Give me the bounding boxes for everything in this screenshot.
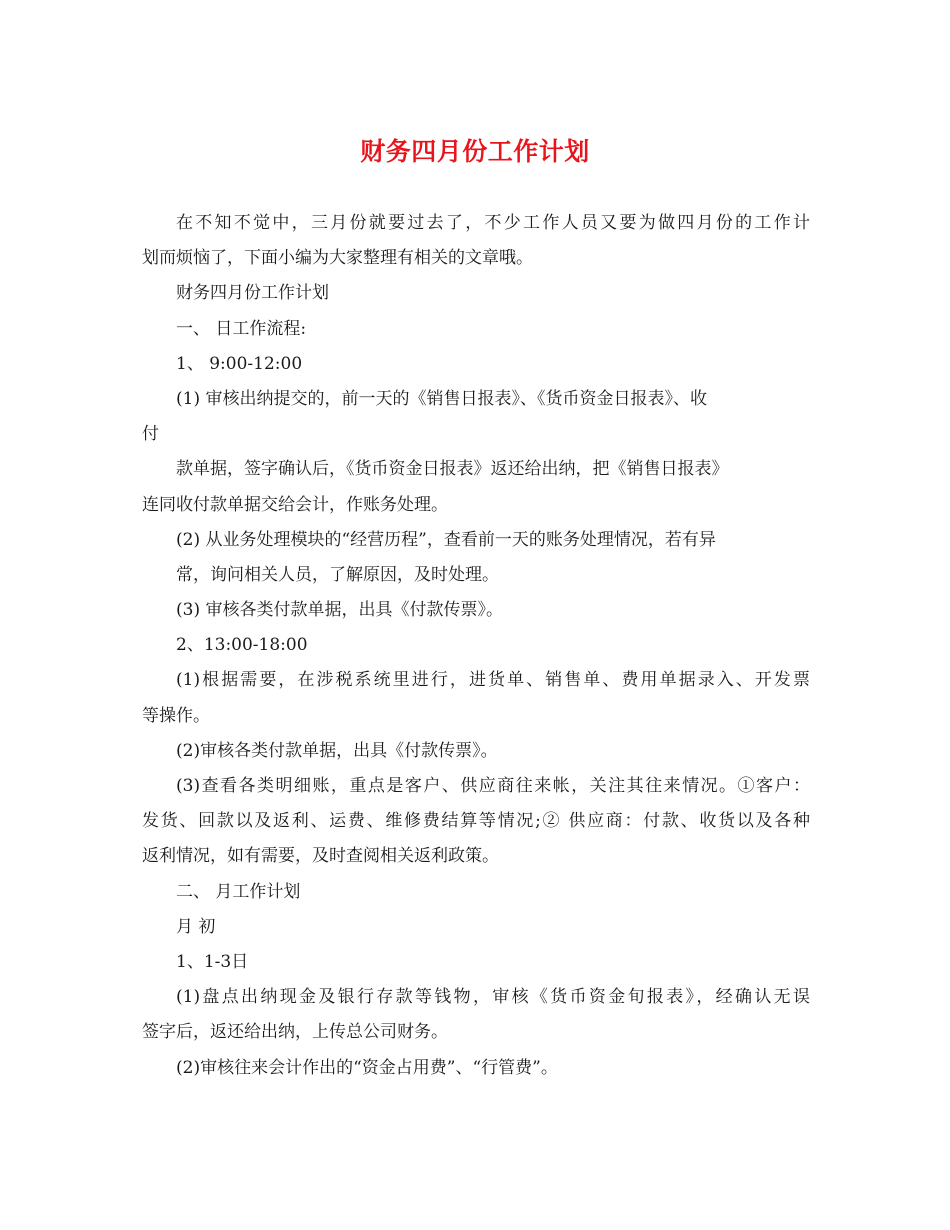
body-line: 连同收付款单据交给会计，作账务处理。 xyxy=(142,494,448,515)
body-line: 1、1-3日 xyxy=(176,951,249,972)
body-line: 发货、回款以及返利、运费、维修费结算等情况;② 供应商：付款、收货以及各种 xyxy=(142,811,810,832)
document-title: 财务四月份工作计划 xyxy=(360,137,590,166)
body-line: (2) 从业务处理模块的“经营历程”，查看前一天的账务处理情况，若有异 xyxy=(176,529,716,550)
body-line: 月 初 xyxy=(176,916,216,937)
body-line: 二、 月工作计划 xyxy=(176,881,301,902)
body-line: (1) 审核出纳提交的，前一天的《销售日报表》、《货币资金日报表》、收 xyxy=(176,388,707,409)
body-line: (3)查看各类明细账，重点是客户、供应商往来帐，关注其往来情况。①客户： xyxy=(176,776,810,796)
body-line: 划而烦恼了，下面小编为大家整理有相关的文章哦。 xyxy=(142,248,533,269)
body-line: (2)审核各类付款单据，出具《付款传票》。 xyxy=(176,740,498,761)
body-line: 签字后，返还给出纳，上传总公司财务。 xyxy=(142,1022,448,1043)
body-line: 1、 9:00-12:00 xyxy=(176,353,303,374)
body-line: (1)盘点出纳现金及银行存款等钱物，审核《货币资金旬报表》，经确认无误 xyxy=(176,987,810,1008)
body-line: 在不知不觉中，三月份就要过去了，不少工作人员又要为做四月份的工作计 xyxy=(176,213,810,233)
document-body xyxy=(142,206,810,1086)
body-line: 一、 日工作流程: xyxy=(176,318,307,339)
body-line: (2)审核往来会计作出的“资金占用费”、“行管费”。 xyxy=(176,1057,558,1078)
body-line: (1)根据需要，在涉税系统里进行，进货单、销售单、费用单据录入、开发票 xyxy=(176,670,810,691)
body-line: 等操作。 xyxy=(142,705,210,726)
body-line: (3) 审核各类付款单据，出具《付款传票》。 xyxy=(176,600,503,621)
body-line: 款单据，签字确认后，《货币资金日报表》返还给出纳，把《销售日报表》 xyxy=(176,459,729,480)
body-line: 2、13:00-18:00 xyxy=(176,635,308,656)
body-line: 财务四月份工作计划 xyxy=(176,283,329,304)
body-line: 常，询问相关人员，了解原因，及时处理。 xyxy=(176,564,499,585)
body-line: 付 xyxy=(142,424,159,445)
body-line: 返利情况，如有需要，及时查阅相关返利政策。 xyxy=(142,846,499,867)
